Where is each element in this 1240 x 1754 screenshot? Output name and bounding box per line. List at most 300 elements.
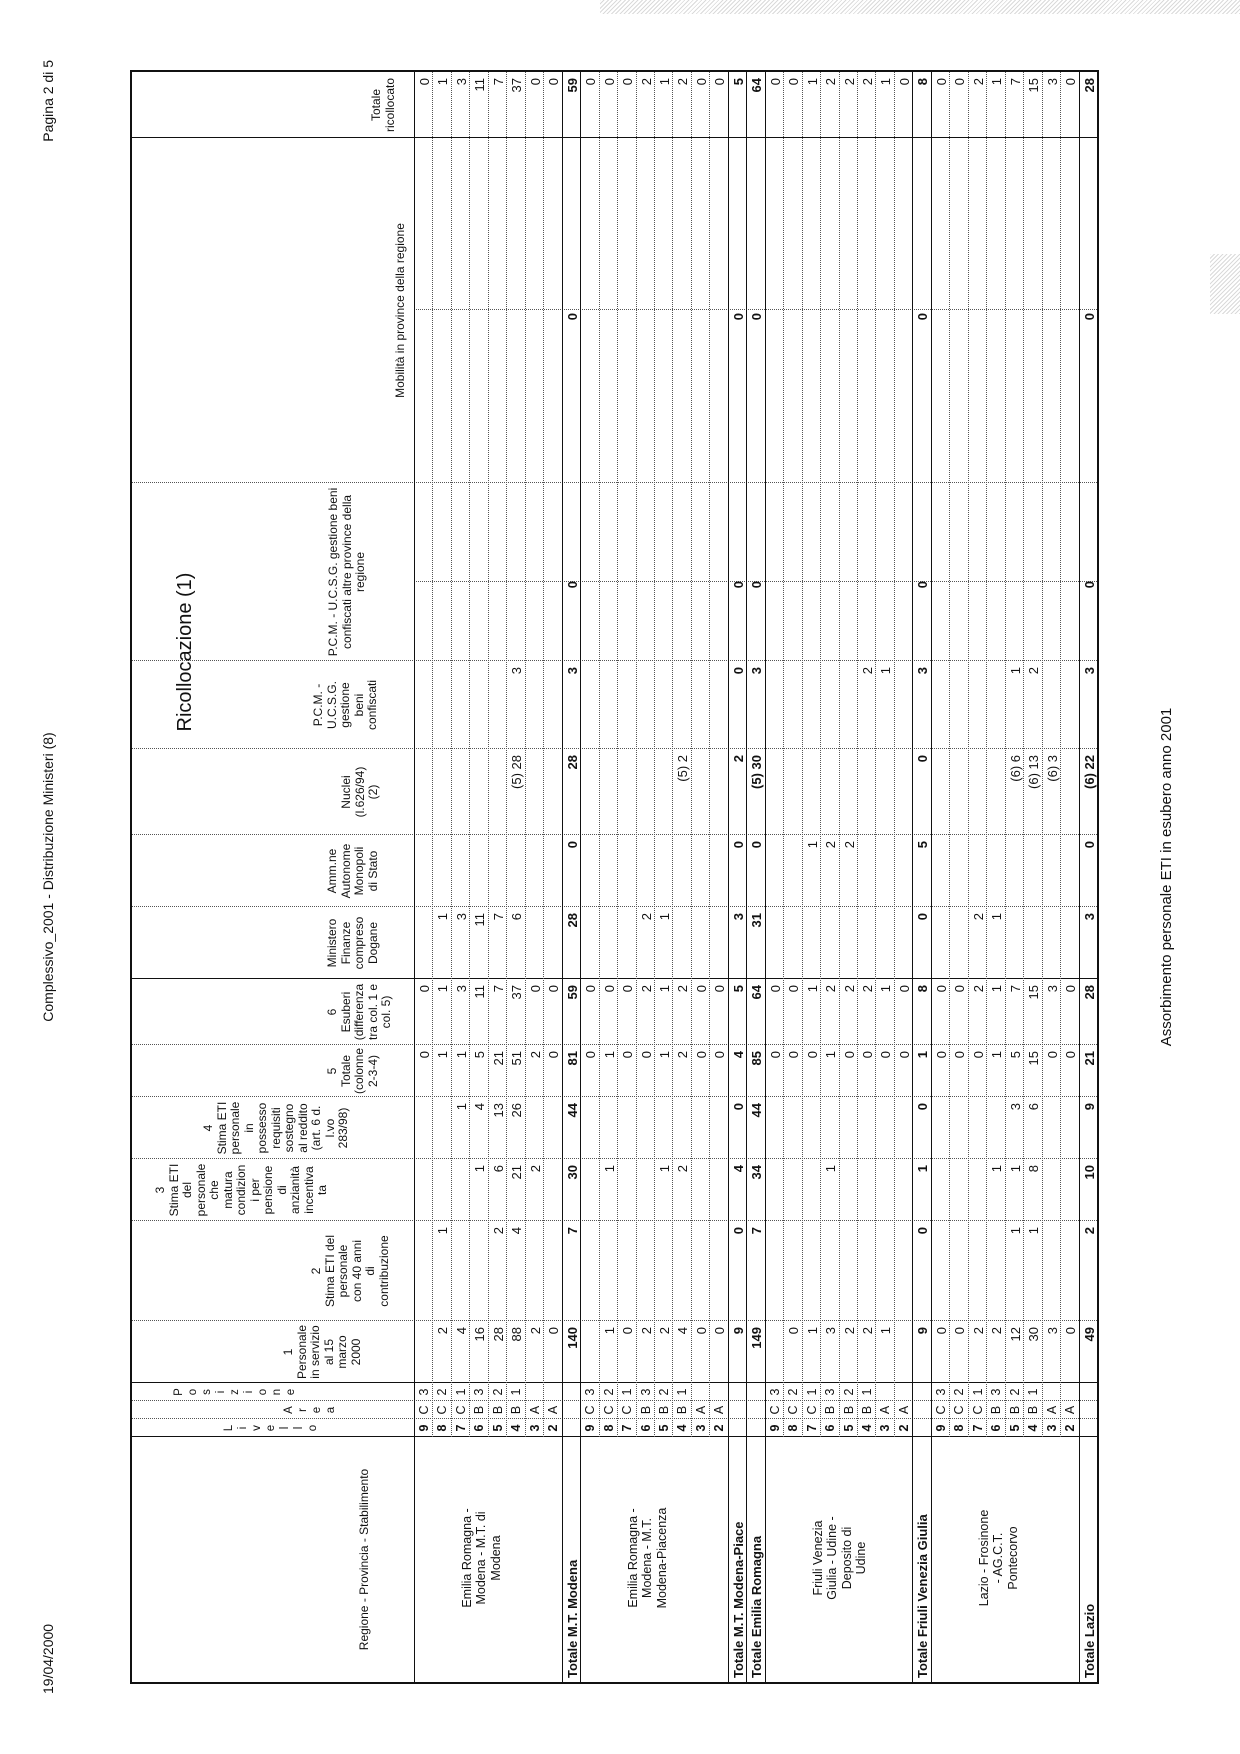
row-divider	[912, 72, 913, 1682]
cell-r1: 0	[915, 913, 931, 921]
cell-r7: 37	[509, 78, 525, 93]
row-pos: 1	[860, 1388, 875, 1396]
column-header-c1: 1 Personale in servizio al 15 marzo 2000	[281, 1324, 363, 1380]
cell-r2: 0	[1081, 841, 1097, 849]
cell-c2: 2	[490, 1227, 506, 1235]
row-liv: 4	[675, 1424, 690, 1432]
cell-c6: 2	[970, 985, 986, 993]
row-divider	[691, 72, 692, 1437]
footer-page-number: Pagina 2 di 5	[40, 60, 56, 142]
column-header-c4: 4 Stima ETI personale in possesso requisiti sostegno al reddito (art. 6 d. l.vo 283/98)	[201, 1101, 350, 1155]
column-divider	[132, 1320, 1097, 1321]
row-pos: 2	[656, 1388, 671, 1396]
row-area: B	[823, 1405, 838, 1415]
cell-r1: 7	[490, 913, 506, 921]
column-header-area: A r e a	[283, 1406, 337, 1414]
cell-c5: 0	[878, 1051, 894, 1059]
cell-c3: 30	[564, 1165, 580, 1180]
row-pos: 3	[767, 1388, 782, 1396]
cell-r1: 11	[472, 913, 488, 927]
row-liv: 6	[472, 1424, 487, 1432]
cell-c6: 1	[989, 985, 1005, 993]
row-liv: 8	[435, 1424, 450, 1432]
cell-c1: 2	[656, 1327, 672, 1335]
group-label: Friuli Venezia Giulia - Udine - Deposito di Udine	[810, 1516, 869, 1600]
cell-c6: 0	[952, 985, 968, 993]
cell-c3: 1	[472, 1165, 488, 1173]
cell-c1: 0	[546, 1327, 562, 1335]
cell-c5: 5	[1007, 1051, 1023, 1059]
cell-c5: 1	[453, 1051, 469, 1059]
cell-c5: 81	[564, 1051, 580, 1066]
cell-r3: 0	[915, 755, 931, 763]
cell-c6: 2	[841, 985, 857, 993]
cell-r7: 15	[1026, 78, 1042, 93]
cell-c5: 5	[472, 1051, 488, 1059]
cell-c1: 4	[453, 1327, 469, 1335]
column-header-r4: P.C.M. - U.C.S.G. gestione beni confiscati	[311, 679, 379, 731]
row-liv: 5	[1007, 1424, 1022, 1432]
cell-r2: 2	[823, 841, 839, 849]
cell-r1: 3	[453, 913, 469, 921]
row-area: C	[970, 1405, 985, 1415]
cell-r5: 0	[564, 581, 580, 589]
cell-c1: 28	[490, 1327, 506, 1342]
cell-c2: 2	[1081, 1227, 1097, 1235]
cell-c1: 0	[952, 1327, 968, 1335]
row-pos: 1	[675, 1388, 690, 1396]
cell-r7: 0	[767, 78, 783, 86]
cell-r7: 11	[472, 78, 488, 92]
row-area: C	[933, 1405, 948, 1415]
cell-r4: 0	[730, 667, 746, 675]
cell-r7: 0	[693, 78, 709, 86]
row-pos: 1	[453, 1388, 468, 1396]
cell-r7: 1	[435, 78, 451, 86]
cell-c6: 0	[417, 985, 432, 993]
cell-c6: 0	[767, 985, 783, 993]
cell-r7: 2	[823, 78, 839, 86]
row-pos: 2	[952, 1388, 967, 1396]
cell-c6: 3	[1044, 985, 1060, 993]
cell-c1: 30	[1026, 1327, 1042, 1342]
cell-r7: 0	[417, 78, 432, 86]
cell-r7: 2	[841, 78, 857, 86]
cell-r4: 3	[915, 667, 931, 675]
row-area: A	[896, 1405, 911, 1415]
cell-c5: 0	[804, 1051, 820, 1059]
cell-c6: 1	[435, 985, 451, 993]
row-liv: 7	[804, 1424, 819, 1432]
row-area: B	[989, 1405, 1004, 1415]
cell-c1: 49	[1081, 1327, 1097, 1342]
row-liv: 6	[638, 1424, 653, 1432]
cell-c5: 0	[970, 1051, 986, 1059]
row-area: B	[490, 1405, 505, 1415]
cell-c1: 2	[435, 1327, 451, 1335]
cell-c6: 0	[601, 985, 617, 993]
cell-r3: (6) 6	[1007, 755, 1023, 782]
cell-c3: 6	[490, 1165, 506, 1173]
cell-c1: 2	[860, 1327, 876, 1335]
cell-c5: 1	[915, 1051, 931, 1059]
cell-r7: 0	[952, 78, 968, 86]
cell-r5: 0	[730, 581, 746, 589]
row-pos: 3	[933, 1388, 948, 1396]
row-liv: 2	[712, 1424, 727, 1432]
cell-c6: 0	[933, 985, 949, 993]
cell-c6: 0	[546, 985, 562, 993]
row-liv: 3	[693, 1424, 708, 1432]
row-pos: 1	[970, 1388, 985, 1396]
row-divider	[654, 72, 655, 1437]
cell-r6: 0	[564, 313, 580, 321]
row-divider	[728, 72, 729, 1682]
cell-c6: 7	[490, 985, 506, 993]
row-pos: 3	[472, 1388, 487, 1396]
cell-c2: 1	[1007, 1227, 1023, 1235]
column-header-r5: P.C.M. - U.C.S.G. gestione beni confiscati altre province della regione	[326, 487, 367, 657]
cell-r7: 0	[933, 78, 949, 86]
footer-center: Complessivo_2001 - Distribuzione Ministeri (8)	[40, 732, 56, 1022]
row-area: B	[472, 1405, 487, 1415]
row-area: C	[804, 1405, 819, 1415]
row-divider	[765, 72, 766, 1682]
cell-c3: 1	[989, 1165, 1005, 1173]
cell-r2: 5	[915, 841, 931, 849]
row-divider	[580, 72, 581, 1682]
cell-r1: 1	[989, 913, 1005, 921]
column-header-c3: 3 Stima ETI del personale che matura condizion i per pensione di anzianità incentiva ta	[153, 1163, 329, 1217]
cell-c5: 0	[638, 1051, 654, 1059]
row-area: B	[509, 1405, 524, 1415]
row-liv: 4	[860, 1424, 875, 1432]
cell-r4: 3	[564, 667, 580, 675]
document-title: Assorbimento personale ETI in esubero anno 2001	[1158, 707, 1175, 1047]
cell-c5: 4	[730, 1051, 746, 1059]
column-divider	[132, 660, 1097, 661]
cell-c1: 2	[841, 1327, 857, 1335]
cell-c6: 0	[896, 985, 912, 993]
row-area: A	[878, 1405, 893, 1415]
row-divider	[525, 72, 526, 1437]
cell-r7: 1	[804, 78, 820, 86]
row-area: A	[527, 1405, 542, 1415]
cell-r7: 28	[1081, 78, 1097, 93]
cell-c5: 1	[823, 1051, 839, 1059]
row-liv: 8	[786, 1424, 801, 1432]
row-divider	[857, 72, 858, 1437]
cell-c5: 0	[767, 1051, 783, 1059]
cell-c5: 0	[841, 1051, 857, 1059]
cell-c5: 0	[933, 1051, 949, 1059]
cell-c3: 21	[509, 1165, 525, 1180]
row-liv: 4	[1026, 1424, 1041, 1432]
cell-c3: 1	[601, 1165, 617, 1173]
row-pos: 2	[490, 1388, 505, 1396]
cell-c5: 0	[546, 1051, 562, 1059]
scan-edge	[600, 0, 1240, 14]
cell-r7: 0	[583, 78, 599, 86]
cell-c1: 9	[915, 1327, 931, 1335]
row-divider	[820, 72, 821, 1437]
total-row-label: Totale M.T. Modena-Piace	[730, 1521, 746, 1678]
cell-c3: 8	[1026, 1165, 1042, 1173]
group-label: Lazio - Frosinone - AG.C.T. Pontecorvo	[976, 1509, 1020, 1607]
cell-r7: 1	[989, 78, 1005, 86]
cell-c4: 0	[730, 1103, 746, 1111]
cell-c1: 0	[933, 1327, 949, 1335]
row-divider	[488, 72, 489, 1437]
row-divider	[1079, 72, 1080, 1682]
row-area: C	[583, 1405, 598, 1415]
cell-r7: 2	[970, 78, 986, 86]
row-divider	[562, 72, 563, 1682]
cell-c4: 6	[1026, 1103, 1042, 1111]
cell-c5: 0	[583, 1051, 599, 1059]
row-area: A	[546, 1405, 561, 1415]
row-area: C	[435, 1405, 450, 1415]
row-divider	[709, 72, 710, 1437]
cell-c1: 3	[823, 1327, 839, 1335]
cell-c5: 1	[656, 1051, 672, 1059]
cell-c2: 0	[915, 1227, 931, 1235]
cell-c4: 44	[564, 1103, 580, 1118]
row-pos: 1	[804, 1388, 819, 1396]
row-pos: 3	[823, 1388, 838, 1396]
cell-r4: 3	[1081, 667, 1097, 675]
row-divider	[894, 72, 895, 1437]
row-liv: 9	[583, 1424, 598, 1432]
row-area: B	[656, 1405, 671, 1415]
column-divider	[132, 482, 1097, 483]
cell-c5: 2	[675, 1051, 691, 1059]
cell-r1: 2	[638, 913, 654, 921]
cell-c4: 4	[472, 1103, 488, 1111]
total-row-label: Totale Emilia Romagna	[749, 1535, 765, 1678]
cell-c4: 26	[509, 1103, 525, 1118]
row-pos: 3	[989, 1388, 1004, 1396]
row-divider	[1042, 72, 1043, 1437]
cell-c2: 1	[435, 1227, 451, 1235]
row-divider	[451, 72, 452, 1437]
row-liv: 5	[656, 1424, 671, 1432]
cell-r1: 1	[435, 913, 451, 921]
row-liv: 7	[620, 1424, 635, 1432]
cell-r7: 0	[527, 78, 543, 86]
cell-c6: 59	[564, 985, 580, 1000]
row-area: C	[601, 1405, 616, 1415]
column-header-r1: Ministero Finanze compreso Dogane	[325, 916, 380, 970]
cell-c1: 16	[472, 1327, 488, 1342]
cell-c6: 7	[1007, 985, 1023, 993]
column-header-r2: Amm.ne Autonome Monopoli di Stato	[325, 843, 380, 899]
row-divider	[986, 72, 987, 1437]
cell-c6: 0	[1063, 985, 1079, 993]
row-divider	[432, 72, 433, 1437]
row-divider	[599, 72, 600, 1437]
cell-c1: 1	[601, 1327, 617, 1335]
cell-c1: 3	[1044, 1327, 1060, 1335]
row-area: C	[952, 1405, 967, 1415]
cell-c1: 1	[804, 1327, 820, 1335]
column-header-pos: P o s i z i o n e	[173, 1388, 297, 1396]
cell-r3: 2	[730, 755, 746, 763]
cell-c5: 1	[601, 1051, 617, 1059]
cell-c5: 1	[435, 1051, 451, 1059]
row-liv: 2	[546, 1424, 561, 1432]
row-pos: 2	[435, 1388, 450, 1396]
cell-c6: 15	[1026, 985, 1042, 1000]
cell-r6: 0	[730, 313, 746, 321]
row-liv: 5	[490, 1424, 505, 1432]
row-divider	[1097, 72, 1098, 1682]
cell-r1: 3	[730, 913, 746, 921]
column-divider	[132, 834, 1097, 835]
cell-r7: 2	[860, 78, 876, 86]
row-liv: 8	[601, 1424, 616, 1432]
cell-c5: 0	[1044, 1051, 1060, 1059]
cell-r3: (5) 2	[675, 755, 691, 782]
total-row-label: Totale Lazio	[1081, 1603, 1097, 1678]
row-divider	[1060, 72, 1061, 1437]
cell-c4: 0	[915, 1103, 931, 1111]
cell-c3: 1	[1007, 1165, 1023, 1173]
cell-r7: 7	[490, 78, 506, 86]
cell-c4: 44	[749, 1103, 765, 1118]
cell-c3: 1	[656, 1165, 672, 1173]
column-header-c6: 6 Esuberi (differenza tra col. 1 e col. 5)	[325, 983, 393, 1041]
row-pos: 1	[509, 1388, 524, 1396]
cell-c6: 64	[749, 985, 765, 1000]
cell-c3: 1	[915, 1165, 931, 1173]
cell-c1: 0	[712, 1327, 728, 1335]
row-divider	[543, 72, 544, 1437]
cell-r6: 0	[1081, 313, 1097, 321]
column-header-r3: Nuclei (l.626/94) (2)	[339, 766, 380, 818]
cell-c5: 0	[693, 1051, 709, 1059]
cell-c6: 2	[675, 985, 691, 993]
row-liv: 7	[453, 1424, 468, 1432]
cell-c5: 0	[952, 1051, 968, 1059]
cell-r4: 2	[1026, 667, 1042, 675]
row-liv: 7	[970, 1424, 985, 1432]
column-divider	[132, 748, 1097, 749]
cell-c2: 7	[564, 1227, 580, 1235]
cell-c5: 0	[896, 1051, 912, 1059]
cell-r3: (6) 13	[1026, 755, 1042, 789]
row-area: A	[1044, 1405, 1059, 1415]
row-divider	[1005, 72, 1006, 1437]
row-liv: 3	[878, 1424, 893, 1432]
row-divider	[802, 72, 803, 1437]
cell-c1: 9	[730, 1327, 746, 1335]
row-divider	[875, 72, 876, 1437]
row-area: C	[453, 1405, 468, 1415]
row-area: B	[638, 1405, 653, 1415]
cell-r1: 2	[970, 913, 986, 921]
row-divider	[617, 72, 618, 1437]
scan-noise	[1210, 254, 1240, 314]
row-divider	[746, 72, 747, 1682]
cell-r5: 0	[915, 581, 931, 589]
cell-r7: 7	[1007, 78, 1023, 86]
cell-c6: 1	[804, 985, 820, 993]
cell-r4: 1	[878, 667, 894, 675]
cell-r7: 1	[656, 78, 672, 86]
row-liv: 5	[841, 1424, 856, 1432]
cell-r3: 28	[564, 755, 580, 770]
cell-r3: (5) 28	[509, 755, 525, 789]
cell-c1: 0	[786, 1327, 802, 1335]
row-divider	[469, 72, 470, 1437]
cell-r1: 6	[509, 913, 525, 921]
cell-r4: 1	[1007, 667, 1023, 675]
row-liv: 2	[896, 1424, 911, 1432]
row-divider	[839, 72, 840, 1437]
cell-r7: 0	[620, 78, 636, 86]
row-area: B	[1026, 1405, 1041, 1415]
row-divider	[931, 72, 932, 1682]
cell-c6: 2	[860, 985, 876, 993]
column-header-c2: 2 Stima ETI del personale con 40 anni di contribuzione	[309, 1234, 391, 1308]
cell-c4: 9	[1081, 1103, 1097, 1111]
cell-c6: 37	[509, 985, 525, 1000]
cell-c4: 13	[490, 1103, 506, 1118]
row-liv: 6	[989, 1424, 1004, 1432]
cell-c6: 11	[472, 985, 488, 999]
cell-c1: 149	[749, 1327, 765, 1349]
cell-c1: 1	[878, 1327, 894, 1335]
cell-r7: 2	[638, 78, 654, 86]
cell-c1: 0	[693, 1327, 709, 1335]
cell-c6: 5	[730, 985, 746, 993]
cell-r2: 2	[841, 841, 857, 849]
cell-r7: 5	[730, 78, 746, 86]
cell-r7: 8	[915, 78, 931, 86]
cell-c5: 0	[620, 1051, 636, 1059]
row-divider	[672, 72, 673, 1437]
column-header-region: Regione - Provincia - Stabilimento	[357, 1468, 371, 1651]
cell-c1: 88	[509, 1327, 525, 1342]
row-area: A	[693, 1405, 708, 1415]
row-area: C	[417, 1405, 431, 1415]
row-liv: 6	[823, 1424, 838, 1432]
cell-c2: 1	[1026, 1227, 1042, 1235]
row-liv: 8	[952, 1424, 967, 1432]
cell-c5: 0	[712, 1051, 728, 1059]
column-divider	[132, 978, 1097, 979]
row-pos: 2	[786, 1388, 801, 1396]
row-pos: 3	[638, 1388, 653, 1396]
cell-c5: 85	[749, 1051, 765, 1066]
total-row-label: Totale M.T. Modena	[564, 1559, 580, 1678]
row-liv: 9	[933, 1424, 948, 1432]
cell-r7: 0	[1063, 78, 1079, 86]
cell-c6: 8	[915, 985, 931, 993]
total-row-label: Totale Friuli Venezia Giulia	[915, 1514, 931, 1678]
cell-c5: 0	[417, 1051, 432, 1059]
cell-c6: 2	[638, 985, 654, 993]
row-pos: 2	[1007, 1388, 1022, 1396]
cell-r1: 28	[564, 913, 580, 928]
cell-r7: 1	[878, 78, 894, 86]
cell-c1: 2	[989, 1327, 1005, 1335]
cell-r3: (6) 3	[1044, 755, 1060, 782]
cell-r5: 0	[1081, 581, 1097, 589]
header-divider	[414, 72, 415, 1682]
cell-c1: 0	[1063, 1327, 1079, 1335]
